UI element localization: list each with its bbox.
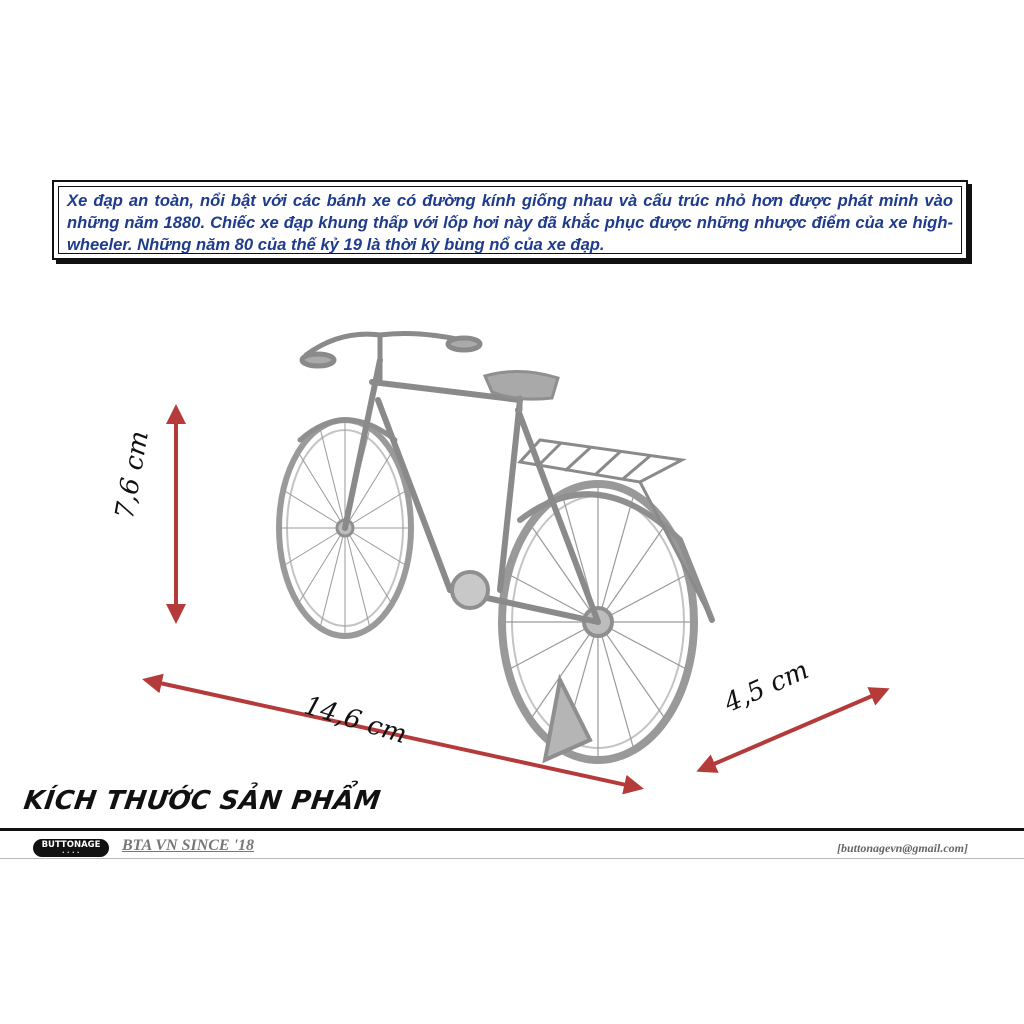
footer-bottom-line (0, 858, 1024, 859)
saddle (485, 371, 558, 399)
description-text: Xe đạp an toàn, nổi bật với các bánh xe có đường kính giống nhau và cấu trúc nhỏ hơn được phát minh vào những năm 1880. Chiếc xe đạp khung thấp với lốp hơi này đã khắc phục được những nhược điểm của xe high-wheeler. Những năm 80 của thế kỷ 19 là thời kỳ bùng nổ của xe đạp. (58, 186, 962, 254)
height-dimension-label: 7,6 cm (109, 428, 155, 522)
logo-subtext: • • • • (62, 850, 80, 855)
length-dimension-label: 14,6 cm (300, 690, 411, 751)
kickstand (545, 680, 590, 760)
bicycle-model (279, 334, 712, 760)
handlebars (302, 334, 480, 380)
depth-dimension-label: 4,5 cm (719, 655, 814, 719)
chainring (452, 572, 488, 608)
section-title: KÍCH THƯỚC SẢN PHẨM (21, 786, 383, 816)
logo-text: BUTTONAGE (41, 840, 101, 850)
rear-rack (520, 440, 712, 620)
contact-email: [buttonagevn@gmail.com] (837, 841, 968, 855)
buttonage-logo (33, 839, 109, 857)
brand-text: BTA VN SINCE '18 (122, 837, 255, 854)
footer-divider (0, 828, 1024, 831)
